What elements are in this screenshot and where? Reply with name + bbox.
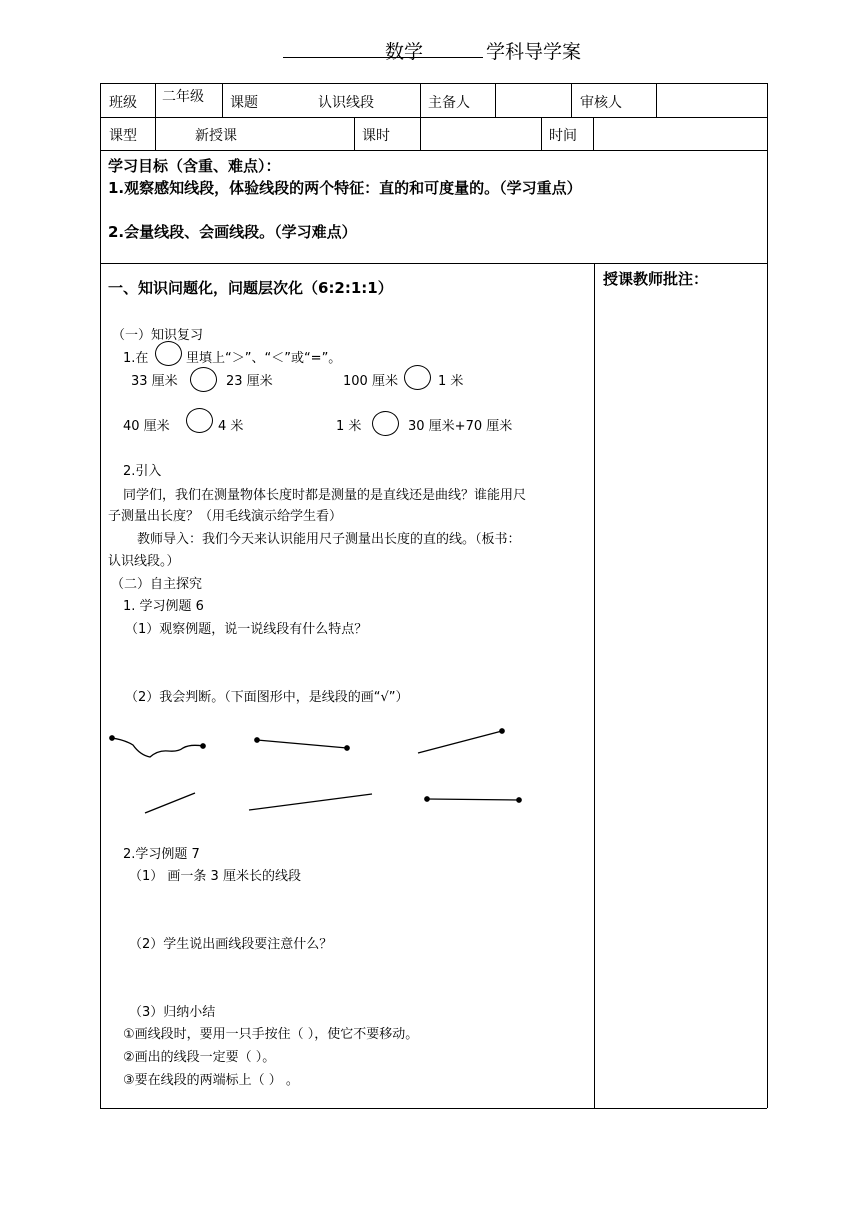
line-figure bbox=[249, 794, 372, 810]
explore-title: （二）自主探究 bbox=[111, 577, 203, 592]
example7-question3: （3）归纳小结 bbox=[129, 1005, 216, 1020]
reviewer-label: 审核人 bbox=[580, 95, 622, 111]
endpoint-dot bbox=[425, 797, 429, 801]
intro-paragraph2-line1: 教师导入：我们今天来认识能用尺子测量出长度的直的线。（板书： bbox=[137, 532, 521, 547]
topic-value: 认识线段 bbox=[318, 95, 374, 111]
curve-figure bbox=[112, 738, 203, 757]
intro-paragraph1-line2: 子测量出长度？（用毛线演示给学生看） bbox=[108, 509, 343, 524]
compare3-right: 4 米 bbox=[218, 419, 244, 434]
topic-label: 课题 bbox=[230, 95, 258, 111]
class-label: 班级 bbox=[109, 95, 137, 111]
endpoint-dot bbox=[255, 738, 259, 742]
goal-1: 1.观察感知线段，体验线段的两个特征：直的和可度量的。（学习重点） bbox=[108, 179, 582, 197]
ray-figure bbox=[418, 731, 502, 753]
question1-prefix: 1.在 bbox=[123, 351, 149, 366]
example7-title: 2.学习例题 7 bbox=[123, 847, 200, 862]
subject-label: 数学 bbox=[385, 41, 424, 63]
endpoint-dot bbox=[110, 736, 114, 740]
summary-item-2: ②画出的线段一定要（ ）。 bbox=[123, 1050, 276, 1065]
preparer-label: 主备人 bbox=[428, 95, 470, 111]
example7-question1: （1） 画一条 3 厘米长的线段 bbox=[129, 869, 301, 884]
compare4-right: 30 厘米+70 厘米 bbox=[408, 419, 513, 434]
review-title: （一）知识复习 bbox=[112, 328, 204, 343]
example6-question1: （1）观察例题，说一说线段有什么特点？ bbox=[125, 622, 368, 637]
example6-question2: （2）我会判断。（下面图形中，是线段的画“√”） bbox=[125, 690, 409, 705]
endpoint-dot bbox=[517, 798, 521, 802]
summary-item-3: ③要在线段的两端标上（ ） 。 bbox=[123, 1073, 299, 1088]
class-value: 二年级 bbox=[162, 89, 204, 105]
goal-2: 2.会量线段、会画线段。（学习难点） bbox=[108, 223, 357, 241]
hours-label: 课时 bbox=[362, 128, 390, 144]
endpoint-dot bbox=[345, 746, 349, 750]
compare3-left: 40 厘米 bbox=[123, 419, 170, 434]
section1-title: 一、知识问题化，问题层次化（6:2:1:1） bbox=[108, 279, 393, 297]
example6-title: 1. 学习例题 6 bbox=[123, 599, 204, 614]
intro-paragraph1-line1: 同学们，我们在测量物体长度时都是测量的是直线还是曲线？谁能用尺 bbox=[123, 488, 527, 503]
example7-question2: （2）学生说出画线段要注意什么？ bbox=[129, 937, 333, 952]
endpoint-dot bbox=[500, 729, 504, 733]
question1-suffix: 里填上“＞”、“＜”或“=”。 bbox=[186, 351, 342, 366]
teacher-notes-label: 授课教师批注： bbox=[603, 270, 709, 288]
segment-figure bbox=[427, 799, 519, 800]
type-value: 新授课 bbox=[195, 128, 237, 144]
endpoint-dot bbox=[201, 744, 205, 748]
compare1-left: 33 厘米 bbox=[131, 374, 178, 389]
goals-heading: 学习目标（含重、难点）： bbox=[108, 157, 281, 175]
doc-title: 学科导学案 bbox=[486, 41, 582, 63]
time-label: 时间 bbox=[549, 128, 577, 144]
compare2-right: 1 米 bbox=[438, 374, 464, 389]
intro-paragraph2-line2: 认识线段。） bbox=[108, 554, 180, 569]
type-label: 课型 bbox=[109, 128, 137, 144]
compare4-left: 1 米 bbox=[336, 419, 362, 434]
compare2-left: 100 厘米 bbox=[343, 374, 398, 389]
line-figure bbox=[145, 793, 195, 813]
intro-title: 2.引入 bbox=[123, 464, 162, 479]
compare1-right: 23 厘米 bbox=[226, 374, 273, 389]
summary-item-1: ①画线段时，要用一只手按住（ ），使它不要移动。 bbox=[123, 1027, 419, 1042]
segment-figure bbox=[257, 740, 347, 748]
